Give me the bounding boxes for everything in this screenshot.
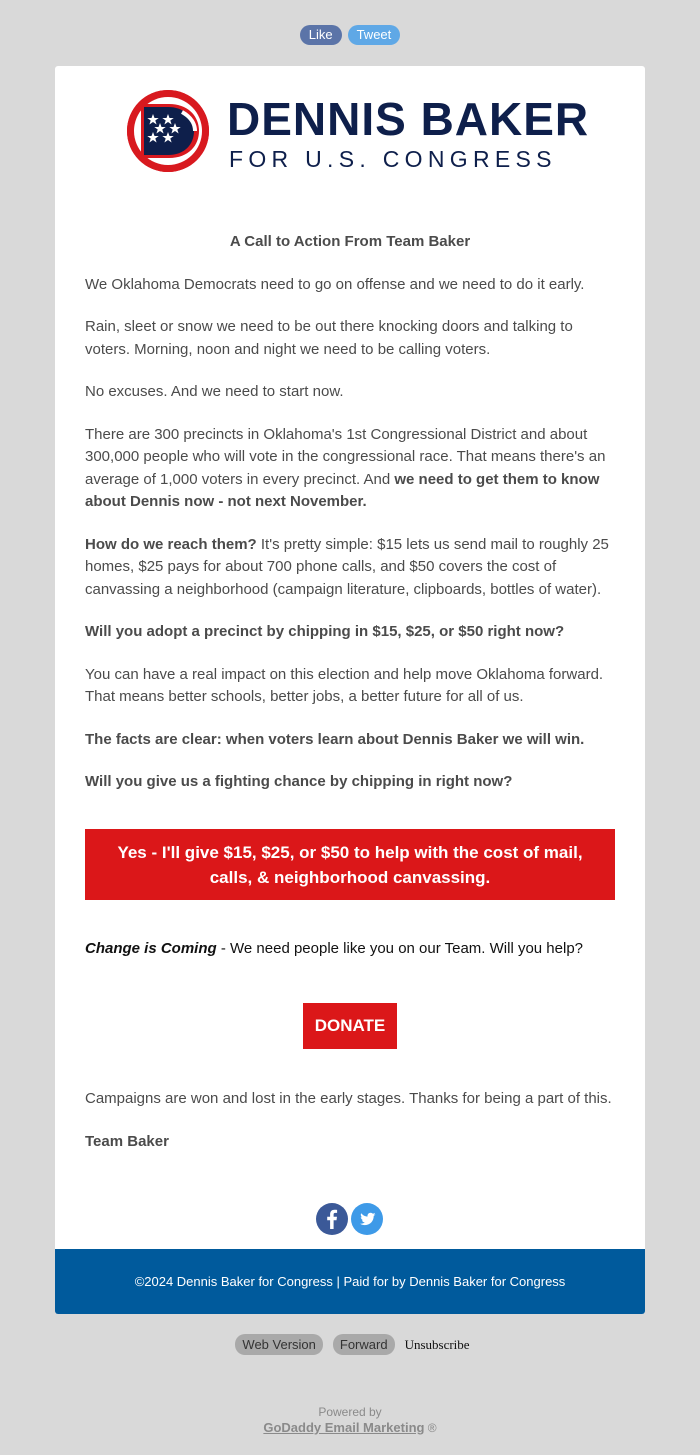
closing-section <box>85 1088 625 1173</box>
powered-by-label: Powered by <box>318 1405 382 1419</box>
paragraph-5-bold: How do we reach them? <box>85 535 257 553</box>
facebook-like-button[interactable]: Like <box>300 25 342 45</box>
paragraph-8: The facts are clear: when voters learn about Dennis Baker we will win. <box>85 730 585 748</box>
paragraph-1: We Oklahoma Democrats need to go on offense and we need to do it early. <box>85 275 585 293</box>
forward-link[interactable]: Forward <box>333 1334 395 1355</box>
paragraph-4-text: There are 300 precincts in Oklahoma's 1st Congressional District and about 300,000 people who will vote in the congressional race. That means there's an average of 1,000 voters in every precinct. And <box>85 425 606 488</box>
change-text: - We need people like you on our Team. Will you help? <box>216 940 584 957</box>
twitter-icon[interactable] <box>351 1203 383 1235</box>
social-links <box>316 1203 386 1235</box>
paragraph-3: No excuses. And we need to start now. <box>85 383 344 400</box>
footer-bar <box>55 1249 645 1314</box>
registered-mark: ® <box>424 1421 437 1435</box>
paragraph-7: You can have a real impact on this election and help move Oklahoma forward. That means better schools, better jobs, a better future for all of us. <box>85 665 604 705</box>
facebook-icon[interactable] <box>316 1203 348 1235</box>
logo-d-star-icon <box>127 90 209 172</box>
signature: Team Baker <box>85 1132 169 1150</box>
donate-button[interactable]: DONATE <box>303 1003 397 1049</box>
campaign-logo[interactable] <box>127 90 590 174</box>
email-card <box>55 66 645 1314</box>
powered-by-brand-line <box>0 1420 700 1436</box>
paragraph-5 <box>85 534 615 602</box>
logo-title: DENNIS BAKER <box>227 93 590 145</box>
footer-text: ©2024 Dennis Baker for Congress | Paid for by Dennis Baker for Congress <box>134 1274 566 1289</box>
web-version-link[interactable]: Web Version <box>235 1334 322 1355</box>
paragraph-2: Rain, sleet or snow we need to be out there knocking doors and talking to voters. Morning, noon and night we need to be calling voters. <box>85 318 573 358</box>
change-emphasis: Change is Coming <box>85 940 217 957</box>
facebook-glyph-icon <box>316 1203 348 1235</box>
donate-cta-button[interactable]: Yes - I'll give $15, $25, or $50 to help with the cost of mail, calls, & neighborhood canvassing. <box>85 829 615 900</box>
logo-mark <box>127 90 209 172</box>
paragraph-4 <box>85 424 615 514</box>
powered-by <box>0 1405 700 1436</box>
paragraph-5-text: It's pretty simple: $15 lets us send mail to roughly 25 homes, $25 pays for about 700 phone calls, and $50 covers the cost of canvassing a neighborhood (campaign literature, clipboards, bottles of water). <box>85 535 609 598</box>
godaddy-link[interactable]: GoDaddy Email Marketing <box>263 1420 425 1435</box>
share-bar <box>0 25 700 45</box>
email-heading: A Call to Action From Team Baker <box>229 233 471 250</box>
email-body <box>85 231 615 814</box>
paragraph-6: Will you adopt a precinct by chipping in $15, $25, or $50 right now? <box>85 623 565 640</box>
paragraph-9: Will you give us a fighting chance by chipping in right now? <box>85 773 513 790</box>
twitter-bird-icon <box>351 1203 383 1235</box>
unsubscribe-link[interactable]: Unsubscribe <box>404 1337 470 1352</box>
change-is-coming-line <box>85 940 625 957</box>
bottom-links <box>0 1334 700 1355</box>
paragraph-4-bold: we need to get them to know about Dennis now - not next November. <box>85 470 600 510</box>
tweet-button[interactable]: Tweet <box>348 25 401 45</box>
closing-paragraph: Campaigns are won and lost in the early stages. Thanks for being a part of this. <box>85 1090 612 1107</box>
logo-subtitle: FOR U.S. CONGRESS <box>229 146 557 172</box>
